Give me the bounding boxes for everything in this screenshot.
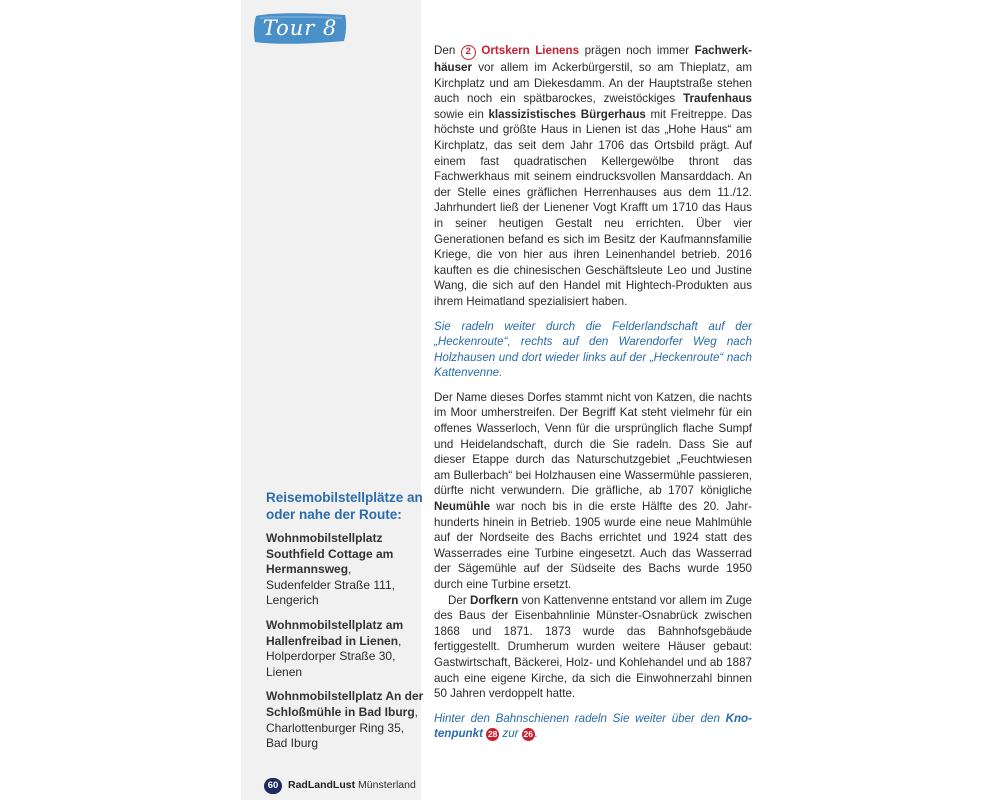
text-run: Den bbox=[434, 44, 461, 57]
junction-node-icon: 26 bbox=[523, 729, 533, 740]
paragraph-kattenvenne bbox=[434, 390, 752, 593]
text-run: prägen noch immer bbox=[579, 44, 695, 57]
camper-site-name: Wohnmobilstellplatz An der Schloßmühle in Bad Iburg bbox=[266, 689, 424, 719]
route-instruction: Sie radeln weiter durch die Felderlandschaft auf der „Heckenroute“, rechts auf den Warendorfer Weg nach Holzhausen und dort wieder links auf der „Heckenroute“ nach Kattenvenne. bbox=[434, 319, 752, 380]
location-marker-icon: 2 bbox=[461, 45, 476, 60]
text-run: Hinter den Bahnschienen radeln Sie weiter über den bbox=[434, 711, 726, 725]
bold-term: Dorfkern bbox=[469, 593, 519, 607]
brand-name: RadLandLust bbox=[288, 779, 356, 791]
bold-term: klassizistisches Bürgerhaus bbox=[488, 107, 646, 121]
bold-term: Neumühle bbox=[434, 500, 491, 514]
camper-site-entry: Wohnmobilstellplatz am Hallenfreibad in Lienen, Holperdorper Straße 30, Lienen bbox=[266, 617, 404, 679]
text-run: mit Freitreppe. Das höchste und größte Haus in Lienen ist das „Hohe Haus“ am Kirchplatz, das seit dem Jahr 1706 das Ortsbild prägt. Auf einem fast quadratischen Kellergewölbe thront das Fachwerkhaus mit seinem eindrucksvollen Mansarddach. An der Stelle eines gräflichen Herrenhauses aus dem 11./12. Jahrhundert ließ der Lienener Vogt Krafft um 1710 das Haus in seiner heutigen Gestalt neu errichten. Über vier Generationen befand es sich im Besitz der Kaufmannsfamilie Kriege, die von hier aus ihren Leinenhandel betrieb. 2016 kauften es die chinesischen Geschäftsleute Leo und Justine Wang, die sich auf den Handel mit Hightech-Produkten aus ihrem Heimatland spezialisiert haben. bbox=[434, 107, 752, 308]
camper-site-address: Sudenfelder Straße 111, Lengerich bbox=[266, 577, 395, 608]
bold-term: Knotenpunkt bbox=[434, 711, 752, 741]
camper-site-entry: Wohnmobilstellplatz An der Schloßmühle in Bad Iburg, Charlottenburger Ring 35, Bad Iburg bbox=[266, 689, 424, 751]
place-name: Ortskern Lienens bbox=[481, 44, 580, 57]
camper-sites-title: Reisemobilstellplätze an oder nahe der Route: bbox=[266, 490, 423, 522]
bold-term: Traufenhaus bbox=[683, 92, 752, 106]
paragraph-dorfkern bbox=[434, 593, 752, 702]
page-footer bbox=[264, 777, 416, 794]
text-run: . bbox=[534, 727, 538, 741]
tour-badge bbox=[252, 10, 348, 46]
camper-site-address: Charlottenburger Ring 35, Bad Iburg bbox=[266, 720, 405, 751]
junction-node-icon: 28 bbox=[487, 729, 498, 740]
page-number: 60 bbox=[264, 778, 282, 794]
text-run: Der bbox=[448, 593, 470, 607]
camper-site-name: Wohnmobilstellplatz am Hallenfreibad in Lienen bbox=[266, 617, 404, 648]
camper-site-name: Wohnmobilstellplatz Southfield Cottage am Hermannsweg bbox=[266, 531, 394, 577]
text-run: war noch bis in die erste Hälfte des 20. Jahrhunderts hinein in Betrieb. 1905 wurde eine neue Mahlmühle auf der Nordseite des Bachs errichtet und 1924 statt des Wasserrades eine Turbine eingesetzt. Auch das Wasserrad der Sägemühle auf der Südseite des Bachs wurde 1950 durch eine Turbine ersetzt. bbox=[434, 500, 752, 591]
bold-term: Fachwerkhäuser bbox=[434, 44, 752, 74]
text-run: zur bbox=[499, 727, 522, 741]
text-run: von Kattenvenne entstand vor allem im Zuge des Baus der Eisenbahnlinie Münster-Osnabrück zwischen 1868 und 1871. 1873 wurde das Bahnhofsgebäude fertiggestellt. Drumherum wurden weitere Häuser gebaut: Gastwirtschaft, Bäckerei, Holz- und Kohlehandel und ab 1887 auch eine eigene Kirche, da sich die Einwohnerzahl binnen 50 Jahren verdoppelt hatte. bbox=[434, 593, 753, 701]
camper-sites-box bbox=[266, 489, 426, 761]
main-text-column bbox=[434, 43, 752, 751]
text-run: Der Name dieses Dorfes stammt nicht von Katzen, die nachts im Moor umherstreifen. Der Begriff Kat steht vielmehr für ein offenes Wasserloch, Venn für die ursprünglich flache Sumpf und Heidelandschaft, durch die Sie radeln. Dass Sie auf dieser Etappe durch das Naturschutzgebiet „Feuchtwiesen am Bullerbach“ bei Holzhausen eine Wassermühle passieren, dürfte nicht verwundern. Die gräfliche, ab 1707 königliche bbox=[434, 390, 752, 498]
text-run: vor allem im Ackerbürgerstil, so am Thieplatz, am Kirchplatz und am Diekesdamm. An der Hauptstraße stehen auch noch ein spätbarockes, zweistöckiges bbox=[434, 61, 752, 106]
text-run: sowie ein bbox=[434, 107, 489, 121]
tour-title: Tour 8 bbox=[262, 16, 338, 40]
camper-site-address: Holperdorper Straße 30, Lienen bbox=[266, 649, 396, 679]
route-instruction bbox=[434, 711, 752, 742]
camper-site-entry: Wohnmobilstellplatz Southfield Cottage am Hermannsweg, Sudenfelder Straße 111, Lengerich bbox=[266, 531, 395, 608]
region-name: Münsterland bbox=[358, 779, 416, 791]
paragraph-lienen bbox=[434, 43, 752, 310]
